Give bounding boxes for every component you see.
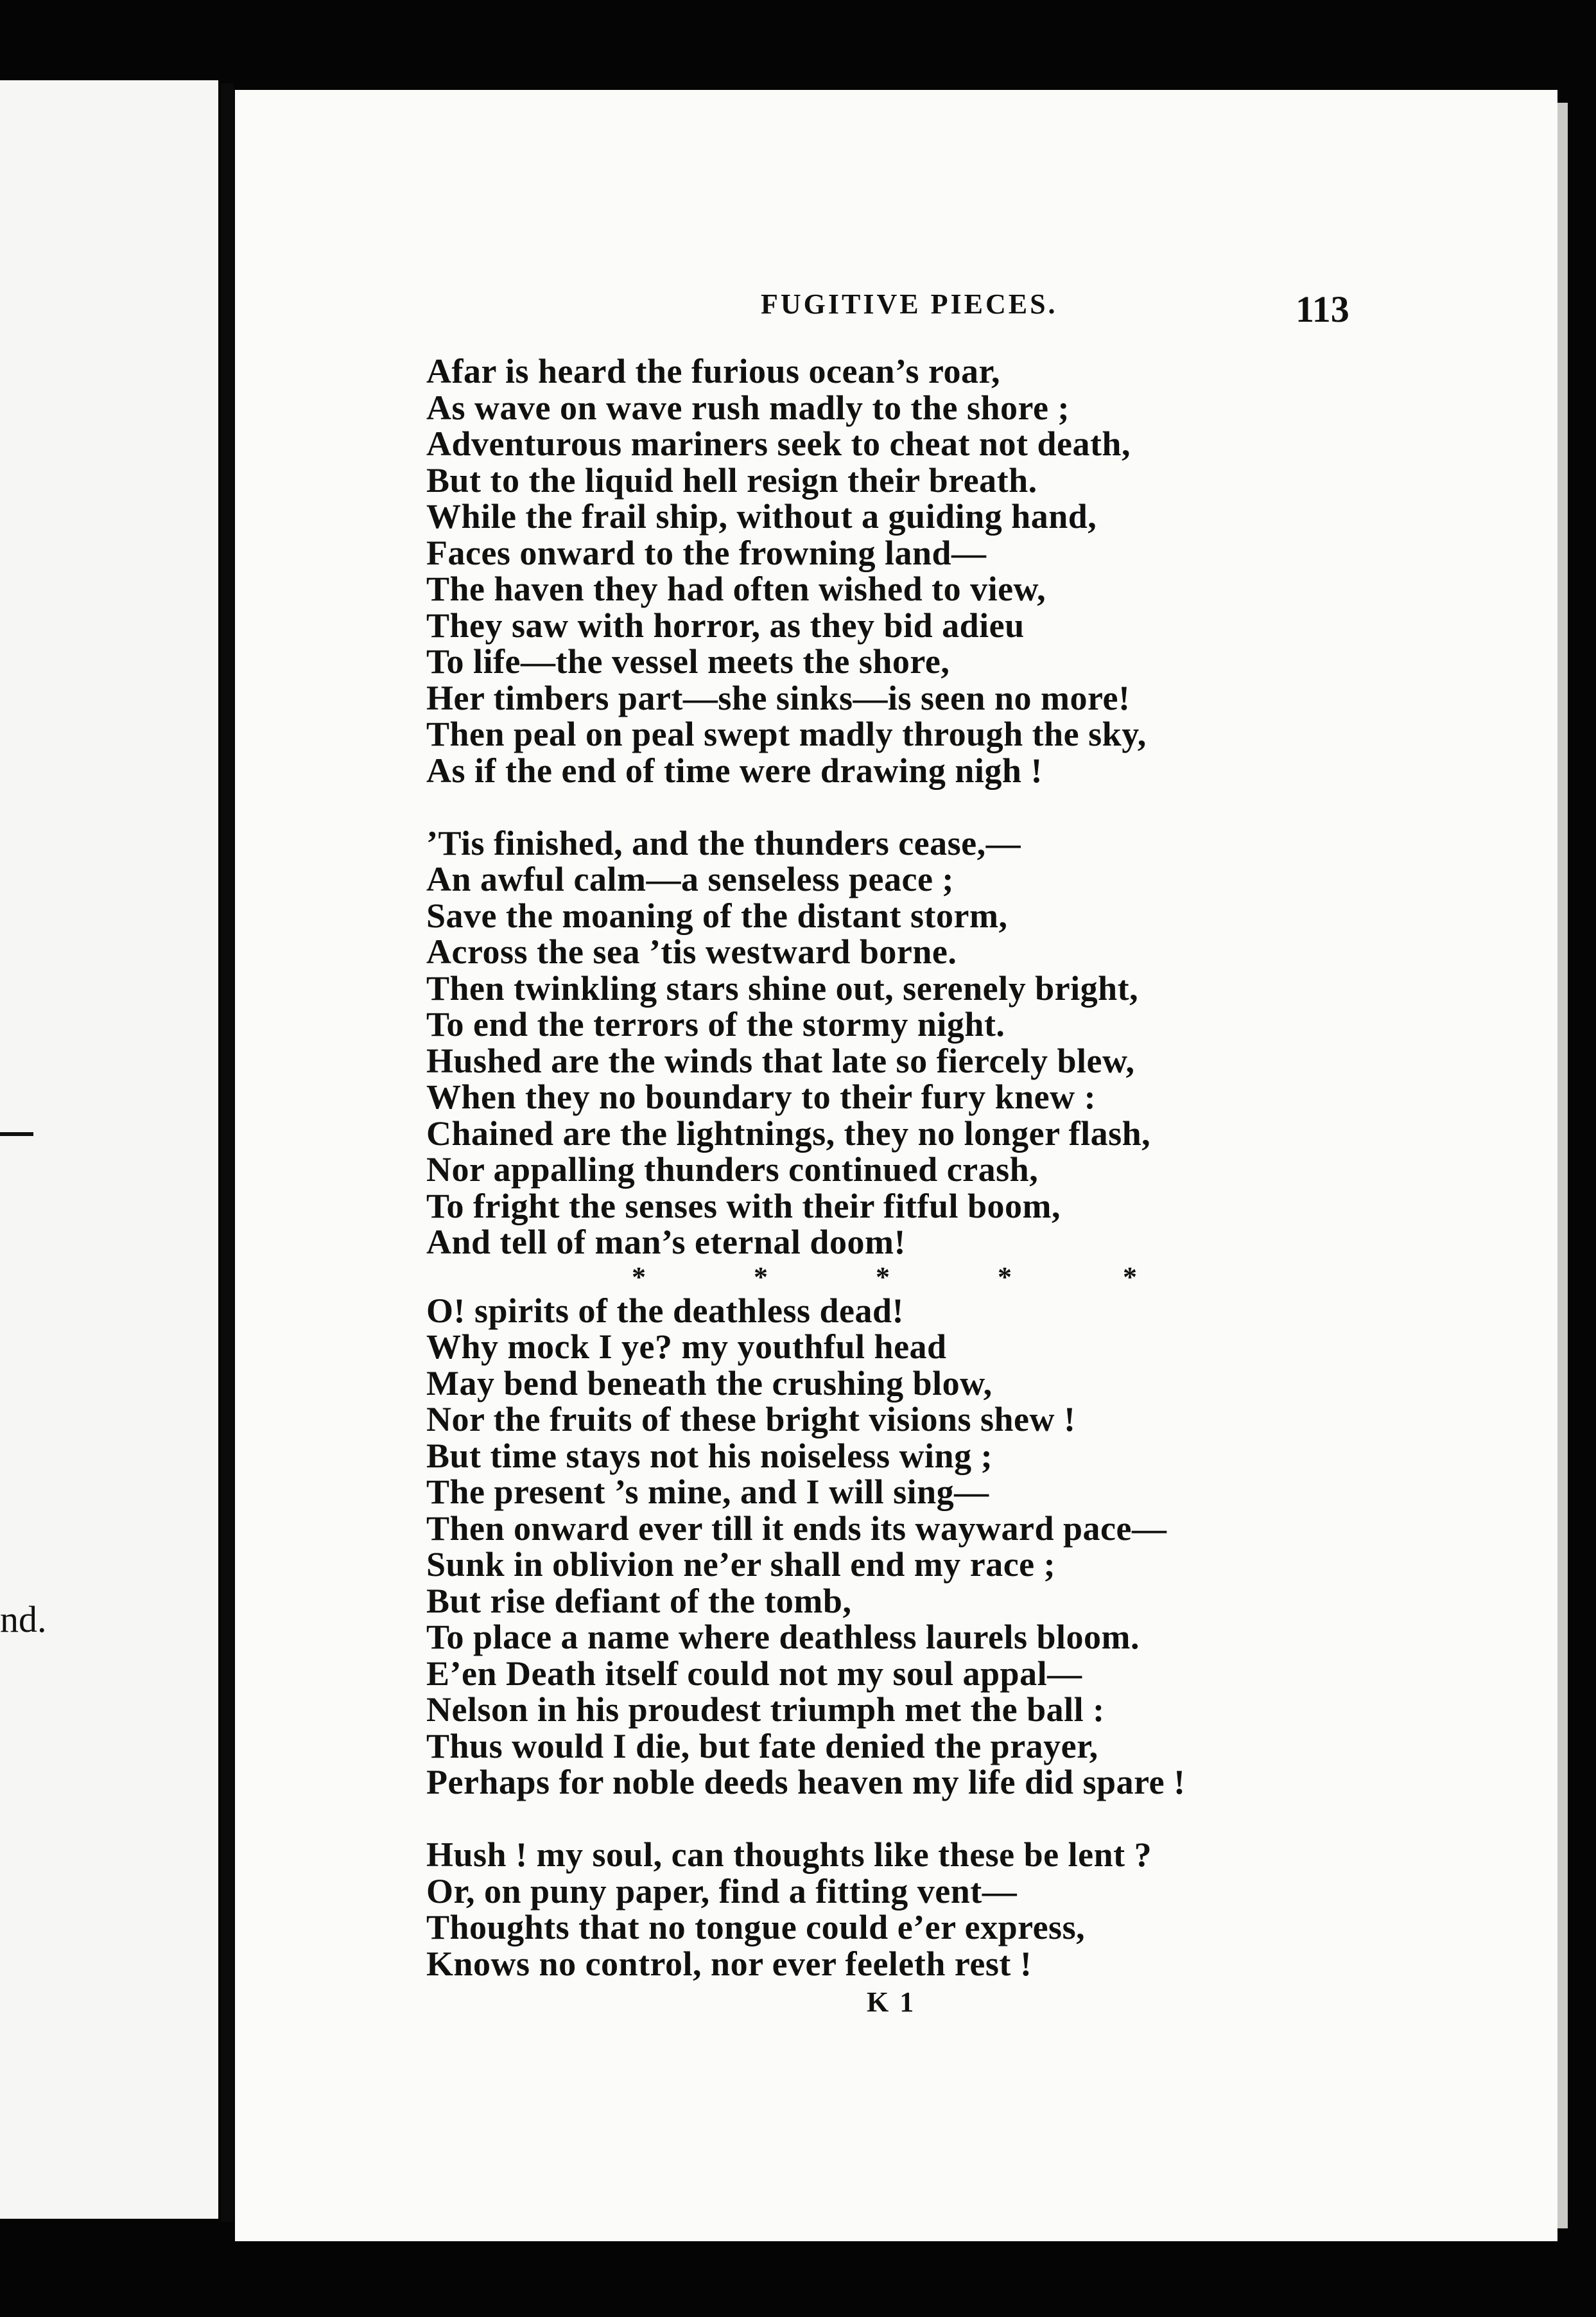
poem-line: Her timbers part—she sinks—is seen no more! [426,678,1131,717]
poem-line: E’en Death itself could not my soul appal— [426,1654,1082,1693]
stanza [426,825,1287,1261]
poem-line: To life—the vessel meets the shore, [426,642,950,681]
section-separator [426,1261,1287,1293]
stanza [426,353,1287,789]
stanza [426,1293,1287,1801]
poem-line: Nor appalling thunders continued crash, [426,1150,1039,1189]
poem-line: To fright the senses with their fitful boom, [426,1186,1061,1225]
poem-line: Sunk in oblivion ne’er shall end my race ; [426,1545,1056,1584]
poem-line: Adventurous mariners seek to cheat not death, [426,424,1131,463]
poem-line: Then peal on peal swept madly through the sky, [426,715,1147,753]
poem-line: Perhaps for noble deeds heaven my life did spare ! [426,1763,1186,1801]
poem-line: But time stays not his noiseless wing ; [426,1436,993,1475]
poem-line: Afar is heard the furious ocean’s roar, [426,352,1000,390]
facing-page-fragment: nd. [0,1598,47,1640]
page-edge [1557,103,1568,2228]
poem-line: Why mock I ye? my youthful head [426,1327,947,1366]
poem-line: To place a name where deathless laurels bloom. [426,1618,1140,1656]
stanza [426,1837,1287,1982]
poem-line: Thus would I die, but fate denied the prayer, [426,1726,1098,1765]
poem [426,353,1287,1982]
separator-star: * [754,1261,768,1293]
gutter-line [221,83,234,2222]
poem-line: Then onward ever till it ends its wayward pace— [426,1508,1167,1548]
poem-line: An awful calm—a senseless peace ; [426,860,954,898]
poem-line: The haven they had often wished to view, [426,570,1046,608]
poem-line: As if the end of time were drawing nigh ! [426,751,1043,790]
separator-star: * [632,1261,646,1293]
poem-line: But rise defiant of the tomb, [426,1581,852,1620]
poem-line: Hush ! my soul, can thoughts like these be lent ? [426,1835,1152,1874]
separator-star: * [998,1261,1012,1293]
poem-line: Save the moaning of the distant storm, [426,896,1008,935]
poem-line: Faces onward to the frowning land— [426,533,987,572]
facing-page [0,80,218,2219]
stanza-gap [426,1801,1287,1837]
poem-line: To end the terrors of the stormy night. [426,1005,1005,1044]
page-number: 113 [1296,288,1349,330]
poem-line: But to the liquid hell resign their breath. [426,460,1037,500]
poem-line: Knows no control, nor ever feeleth rest ! [426,1944,1032,1983]
poem-line: Or, on puny paper, find a fitting vent— [426,1871,1018,1910]
stanza-gap [426,789,1287,825]
separator-star: * [876,1261,890,1293]
poem-line: O! spirits of the deathless dead! [426,1291,904,1330]
running-title: FUGITIVE PIECES. [761,288,1058,320]
poem-line: When they no boundary to their fury knew : [426,1078,1097,1116]
poem-line: They saw with horror, as they bid adieu [426,606,1025,645]
poem-line: While the frail ship, without a guiding hand, [426,497,1097,536]
separator-star: * [1123,1261,1138,1293]
poem-line: Thoughts that no tongue could e’er express, [426,1908,1086,1946]
poem-line: Across the sea ’tis westward borne. [426,932,957,971]
poem-line: And tell of man’s eternal doom! [426,1223,906,1261]
facing-page-dash [0,1132,33,1136]
poem-line: Nelson in his proudest triumph met the ball : [426,1690,1105,1729]
poem-line: Then twinkling stars shine out, serenely bright, [426,968,1139,1008]
poem-line: Nor the fruits of these bright visions shew ! [426,1400,1076,1438]
poem-line: Hushed are the winds that late so fiercely blew, [426,1041,1135,1080]
poem-line: May bend beneath the crushing blow, [426,1363,993,1403]
poem-line: ’Tis finished, and the thunders cease,— [426,823,1021,862]
poem-line: The present ’s mine, and I will sing— [426,1473,989,1511]
signature-mark: K 1 [867,1986,916,2018]
poem-line: Chained are the lightnings, they no longer flash, [426,1114,1151,1153]
poem-line: As wave on wave rush madly to the shore ; [426,388,1070,427]
